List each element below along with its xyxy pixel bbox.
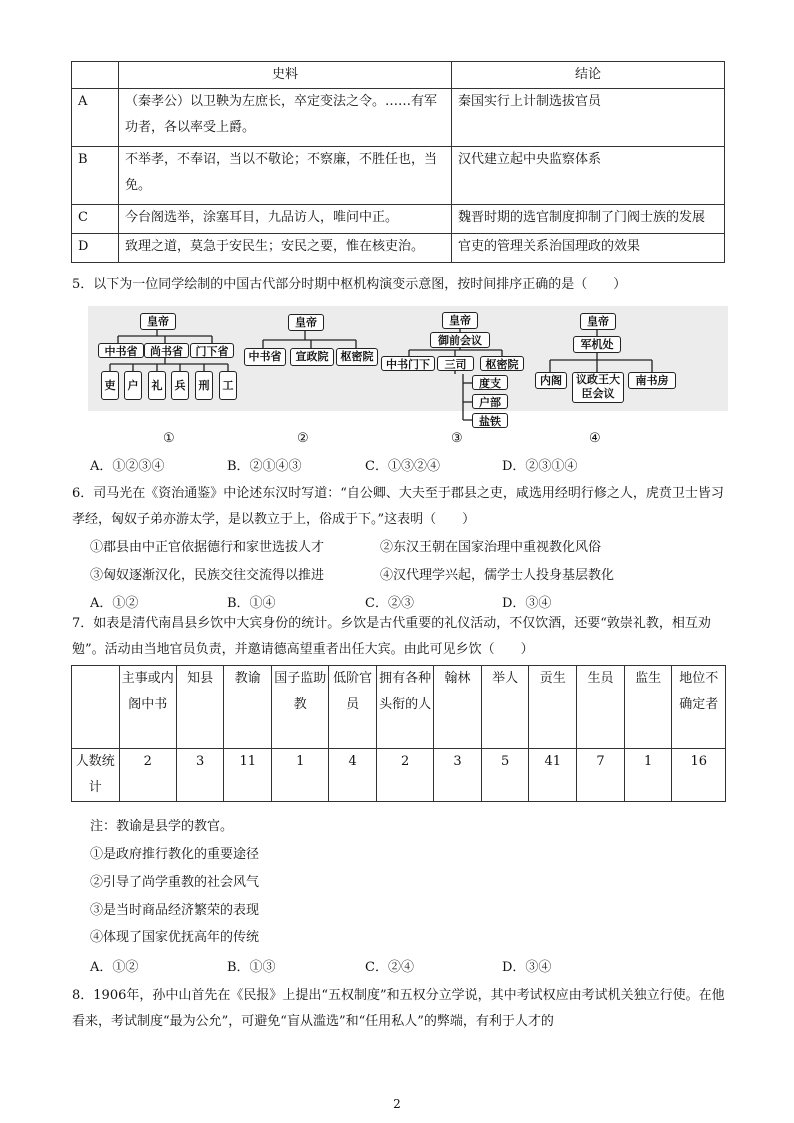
- option-c[interactable]: C．②④: [365, 960, 414, 975]
- col-header: 贡生: [529, 666, 577, 749]
- col-header: 举人: [481, 666, 529, 749]
- col-header: 主事或内阁中书: [119, 666, 176, 749]
- statement-1: ①郡县由中正官依据德行和家世选拔人才: [90, 540, 325, 555]
- question-8-stem: 8．1906年，孙中山首先在《民报》上提出“五权制度”和五权分立学说，其中考试权应由考试机关独立行使。在他看来，考试制度“最为公允”，可避免“盲从滥选”和“任用私人”的弊端，有利于人才的: [72, 988, 725, 1029]
- emperor-box: 皇帝: [442, 312, 478, 329]
- row-option: C: [72, 205, 119, 234]
- menxia-box: 门下省: [190, 343, 234, 358]
- row-conclusion: 官吏的管理关系治国理政的效果: [452, 234, 725, 263]
- ministry-box: 工: [219, 371, 237, 400]
- statement-4: ④体现了国家优抚高年的传统: [90, 930, 260, 945]
- shangshu-box: 尚书省: [144, 343, 189, 358]
- col-header: 地位不确定者: [672, 666, 726, 749]
- table-header-conclusion: 结论: [452, 62, 725, 89]
- option-a[interactable]: A．①②: [90, 596, 139, 611]
- row-option: D: [72, 234, 119, 263]
- duzhi-box: 度支: [472, 375, 508, 390]
- row-source: （秦孝公）以卫鞅为左庶长，卒定变法之令。……有军功者，各以率受上爵。: [119, 89, 452, 147]
- ministry-box: 刑: [195, 371, 213, 400]
- col-header: 监生: [624, 666, 672, 749]
- option-d[interactable]: D．③④: [502, 960, 552, 975]
- row-source: 今台阁选举，涂塞耳目，九品访人，唯问中正。: [119, 205, 452, 234]
- nanshufang-box: 南书房: [628, 372, 676, 389]
- col-header: 拥有各种头衔的人: [377, 666, 434, 749]
- diagram-label: ②: [297, 431, 309, 446]
- row-source: 不举孝，不奉诏，当以不敬论；不察廉，不胜任也，当免。: [119, 147, 452, 205]
- table-header-source: 史料: [119, 62, 452, 89]
- table-cell: 5: [481, 749, 529, 802]
- diagram-label: ④: [589, 431, 601, 446]
- shumi-box: 枢密院: [336, 348, 378, 366]
- option-b[interactable]: B．①④: [227, 596, 276, 611]
- statement-3: ③匈奴逐渐汉化，民族交往交流得以推进: [90, 568, 325, 583]
- imperial-council-box: 御前会议: [430, 332, 490, 348]
- row-conclusion: 魏晋时期的选官制度抑制了门阀士族的发展: [452, 205, 725, 234]
- col-header: 教谕: [224, 666, 272, 749]
- xuanzheng-box: 宣政院: [290, 348, 334, 366]
- question-6-stem: 6．司马光在《资治通鉴》中论述东汉时写道：“自公卿、大夫至于郡县之吏，咸选用经明行修之人，虎贲卫士皆习孝经，匈奴子弟亦游太学，是以教立于上，俗成于下。”这表明（ ）: [72, 486, 724, 527]
- shumi-box: 枢密院: [480, 356, 524, 371]
- table-cell: 16: [672, 749, 726, 802]
- option-a[interactable]: A．①②③④: [90, 459, 165, 474]
- table-cell: 4: [329, 749, 377, 802]
- emperor-box: 皇帝: [140, 313, 176, 330]
- row-option: B: [72, 147, 119, 205]
- option-b[interactable]: B．②①④③: [227, 459, 302, 474]
- yantie-box: 盐铁: [472, 413, 508, 428]
- col-header: 翰林: [434, 666, 482, 749]
- row-conclusion: 汉代建立起中央监察体系: [452, 147, 725, 205]
- table-header-row: [72, 666, 726, 749]
- diagram-label: ①: [163, 431, 175, 446]
- table-row: [72, 749, 726, 802]
- option-a[interactable]: A．①②: [90, 960, 139, 975]
- emperor-box: 皇帝: [288, 314, 324, 331]
- junjichu-box: 军机处: [573, 336, 621, 353]
- col-header: 国子监助教: [272, 666, 329, 749]
- statement-3: ③是当时商品经济繁荣的表现: [90, 903, 260, 918]
- table-cell: 41: [529, 749, 577, 802]
- ministry-box: 吏: [101, 371, 119, 400]
- table-cell: 3: [176, 749, 224, 802]
- ministry-box: 礼: [148, 371, 166, 400]
- table-cell: 7: [577, 749, 625, 802]
- option-c[interactable]: C．①③②④: [365, 459, 440, 474]
- council-box: 议政王大臣会议: [572, 372, 624, 403]
- table-cell: 1: [624, 749, 672, 802]
- ministry-box: 户: [124, 371, 142, 400]
- option-d[interactable]: D．②③①④: [502, 459, 578, 474]
- option-d[interactable]: D．③④: [502, 596, 552, 611]
- zhongshu-box: 中书省: [98, 343, 144, 358]
- statement-1: ①是政府推行教化的重要途径: [90, 847, 260, 862]
- table-cell: 3: [434, 749, 482, 802]
- zhongshu-box: 中书省: [244, 348, 286, 366]
- statement-2: ②引导了尚学重教的社会风气: [90, 875, 260, 890]
- row-label: 人数统计: [72, 749, 120, 802]
- table-cell: 11: [224, 749, 272, 802]
- option-c[interactable]: C．②③: [365, 596, 414, 611]
- page-number: 2: [393, 1097, 401, 1111]
- emperor-box: 皇帝: [580, 313, 616, 330]
- diagram-label: ③: [451, 431, 463, 446]
- diagram-connectors: [0, 0, 794, 460]
- ministry-box: 兵: [171, 371, 189, 400]
- table-cell: 1: [272, 749, 329, 802]
- col-header: 低阶官员: [329, 666, 377, 749]
- statement-2: ②东汉王朝在国家治理中重视教化风俗: [380, 540, 602, 555]
- statistics-table: [71, 665, 726, 802]
- row-option: A: [72, 89, 119, 147]
- question-7-stem: 7．如表是清代南昌县乡饮中大宾身份的统计。乡饮是古代重要的礼仪活动，不仅饮酒，还要“敦崇礼教，相互劝勉”。活动由当地官员负责，并邀请德高望重者出任大宾。由此可见乡饮（ ）: [72, 616, 711, 657]
- neige-box: 内阁: [535, 372, 567, 389]
- hubu-box: 户部: [472, 394, 508, 409]
- col-header: 生员: [577, 666, 625, 749]
- table-cell: 2: [119, 749, 176, 802]
- sansi-box: 三司: [437, 356, 474, 371]
- row-conclusion: 秦国实行上计制选拔官员: [452, 89, 725, 147]
- col-header: 知县: [176, 666, 224, 749]
- row-source: 致理之道，莫急于安民生；安民之要，惟在核吏治。: [119, 234, 452, 263]
- statement-4: ④汉代理学兴起，儒学士人投身基层教化: [380, 568, 615, 583]
- zhongshumenxia-box: 中书门下: [381, 356, 435, 371]
- table-note: 注：教谕是县学的教官。: [90, 819, 234, 834]
- question-5-stem: 5．以下为一位同学绘制的中国古代部分时期中枢机构演变示意图，按时间排序正确的是（ ）: [72, 277, 627, 292]
- table-cell: 2: [377, 749, 434, 802]
- option-b[interactable]: B．①③: [227, 960, 276, 975]
